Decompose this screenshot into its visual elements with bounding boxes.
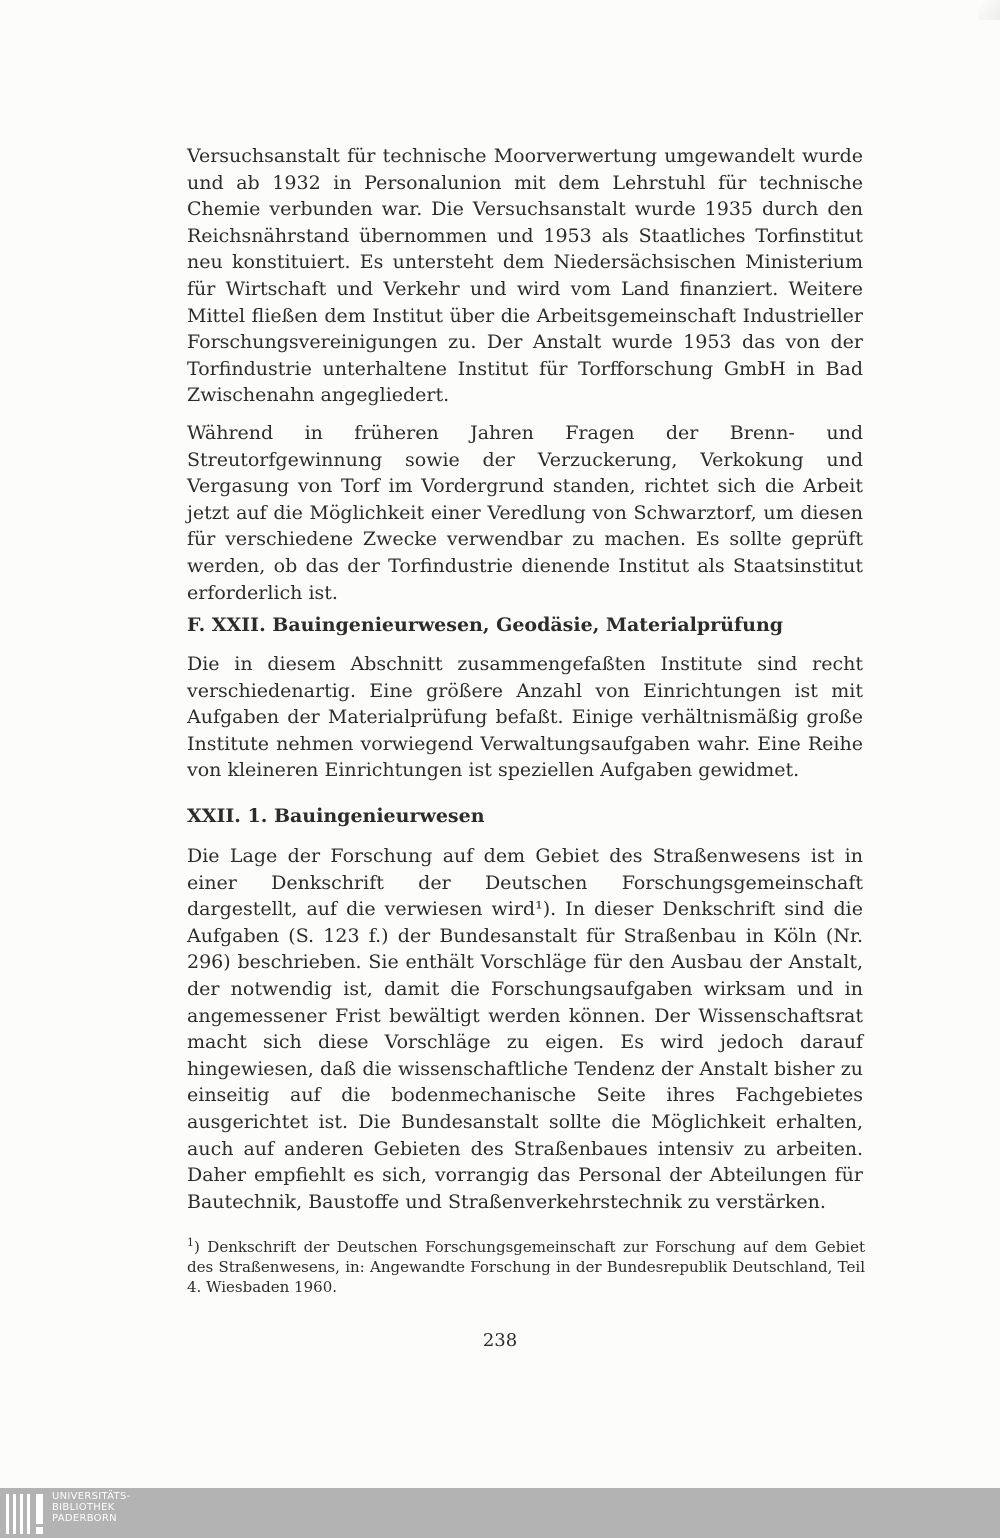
footnote [187,1237,865,1297]
page-corner-shade [978,0,1000,20]
library-logo-line: BIBLIOTHEK [52,1502,115,1513]
library-logo-text [52,1491,131,1524]
subsection-heading-bauingenieurwesen: XXII. 1. Bauingenieurwesen [187,805,485,827]
section-heading-xxii: F. XXII. Bauingenieurwesen, Geodäsie, Materialprüfung [187,614,784,636]
paragraph-strassenwesen: Die Lage der Forschung auf dem Gebiet des Straßenwesens ist in einer Denkschrift der Deutschen Forschungsgemeinschaft dargestellt, auf die verwiesen wird¹). In dieser Denkschrift sind die Aufgaben (S. 123 f.) der Bundesanstalt für Straßenbau in Köln (Nr. 296) beschrieben. Sie enthält Vorschläge für den Ausbau der Anstalt, der notwendig ist, damit die Forschungsaufgaben wirksam und in angemessener Frist bewältigt werden können. Der Wissenschaftsrat macht sich diese Vorschläge zu eigen. Es wird jedoch darauf hingewiesen, daß die wissenschaftliche Tendenz der Anstalt bisher zu einseitig auf die bodenmechanische Seite ihres Fachgebietes ausgerichtet ist. Die Bundesanstalt sollte die Möglichkeit erhalten, auch auf anderen Gebieten des Straßenbaues intensiv zu arbeiten. Daher empfiehlt es sich, vorrangig das Personal der Abteilungen für Bautechnik, Baustoffe und Straßenverkehrstechnik zu verstärken. [187,845,863,1213]
paragraph-torfinstitut-history: Versuchsanstalt für technische Moorverwertung umgewandelt wurde und ab 1932 in Personalunion mit dem Lehrstuhl für technische Chemie verbunden war. Die Versuchsanstalt wurde 1935 durch den Reichsnährstand übernommen und 1953 als Staatliches Torfinstitut neu konstituiert. Es untersteht dem Niedersächsischen Ministerium für Wirtschaft und Verkehr und wird vom Land finanziert. Weitere Mittel fließen dem Institut über die Arbeitsgemeinschaft Industrieller Forschungsvereinigungen zu. Der Anstalt wurde 1953 das von der Torfindustrie unterhaltene Institut für Torfforschung GmbH in Bad Zwischenahn angegliedert. [187,145,863,407]
library-logo [0,1488,160,1538]
paragraph-section-intro: Die in diesem Abschnitt zusammengefaßten Institute sind recht verschiedenartig. Eine größere Anzahl von Einrichtungen ist mit Aufgaben der Materialprüfung befaßt. Einige verhältnismäßig große Institute nehmen vorwiegend Verwaltungsaufgaben wahr. Eine Reihe von kleineren Einrichtungen ist speziellen Aufgaben gewidmet. [187,653,863,782]
paragraph-torfinstitut-research: Während in früheren Jahren Fragen der Brenn- und Streutorfgewinnung sowie der Verzuckerung, Verkokung und Vergasung von Torf im Vordergrund standen, richtet sich die Arbeit jetzt auf die Möglichkeit einer Veredlung von Schwarztorf, um diesen für verschiedene Zwecke verwendbar zu machen. Es sollte geprüft werden, ob das der Torfindustrie dienende Institut als Staatsinstitut erforderlich ist. [187,422,863,604]
footnote-text: ) Denkschrift der Deutschen Forschungsgemeinschaft zur Forschung auf dem Gebiet des Straßenwesens, in: Angewandte Forschung in der Bundesrepublik Deutschland, Teil 4. Wiesbaden 1960. [187,1238,865,1296]
page-number: 238 [482,1330,518,1351]
library-logo-line: PADERBORN [52,1513,117,1524]
footnote-mark: 1 [187,1236,194,1249]
library-logo-line: UNIVERSITÄTS- [52,1491,131,1502]
library-logo-bars-icon [6,1490,46,1536]
